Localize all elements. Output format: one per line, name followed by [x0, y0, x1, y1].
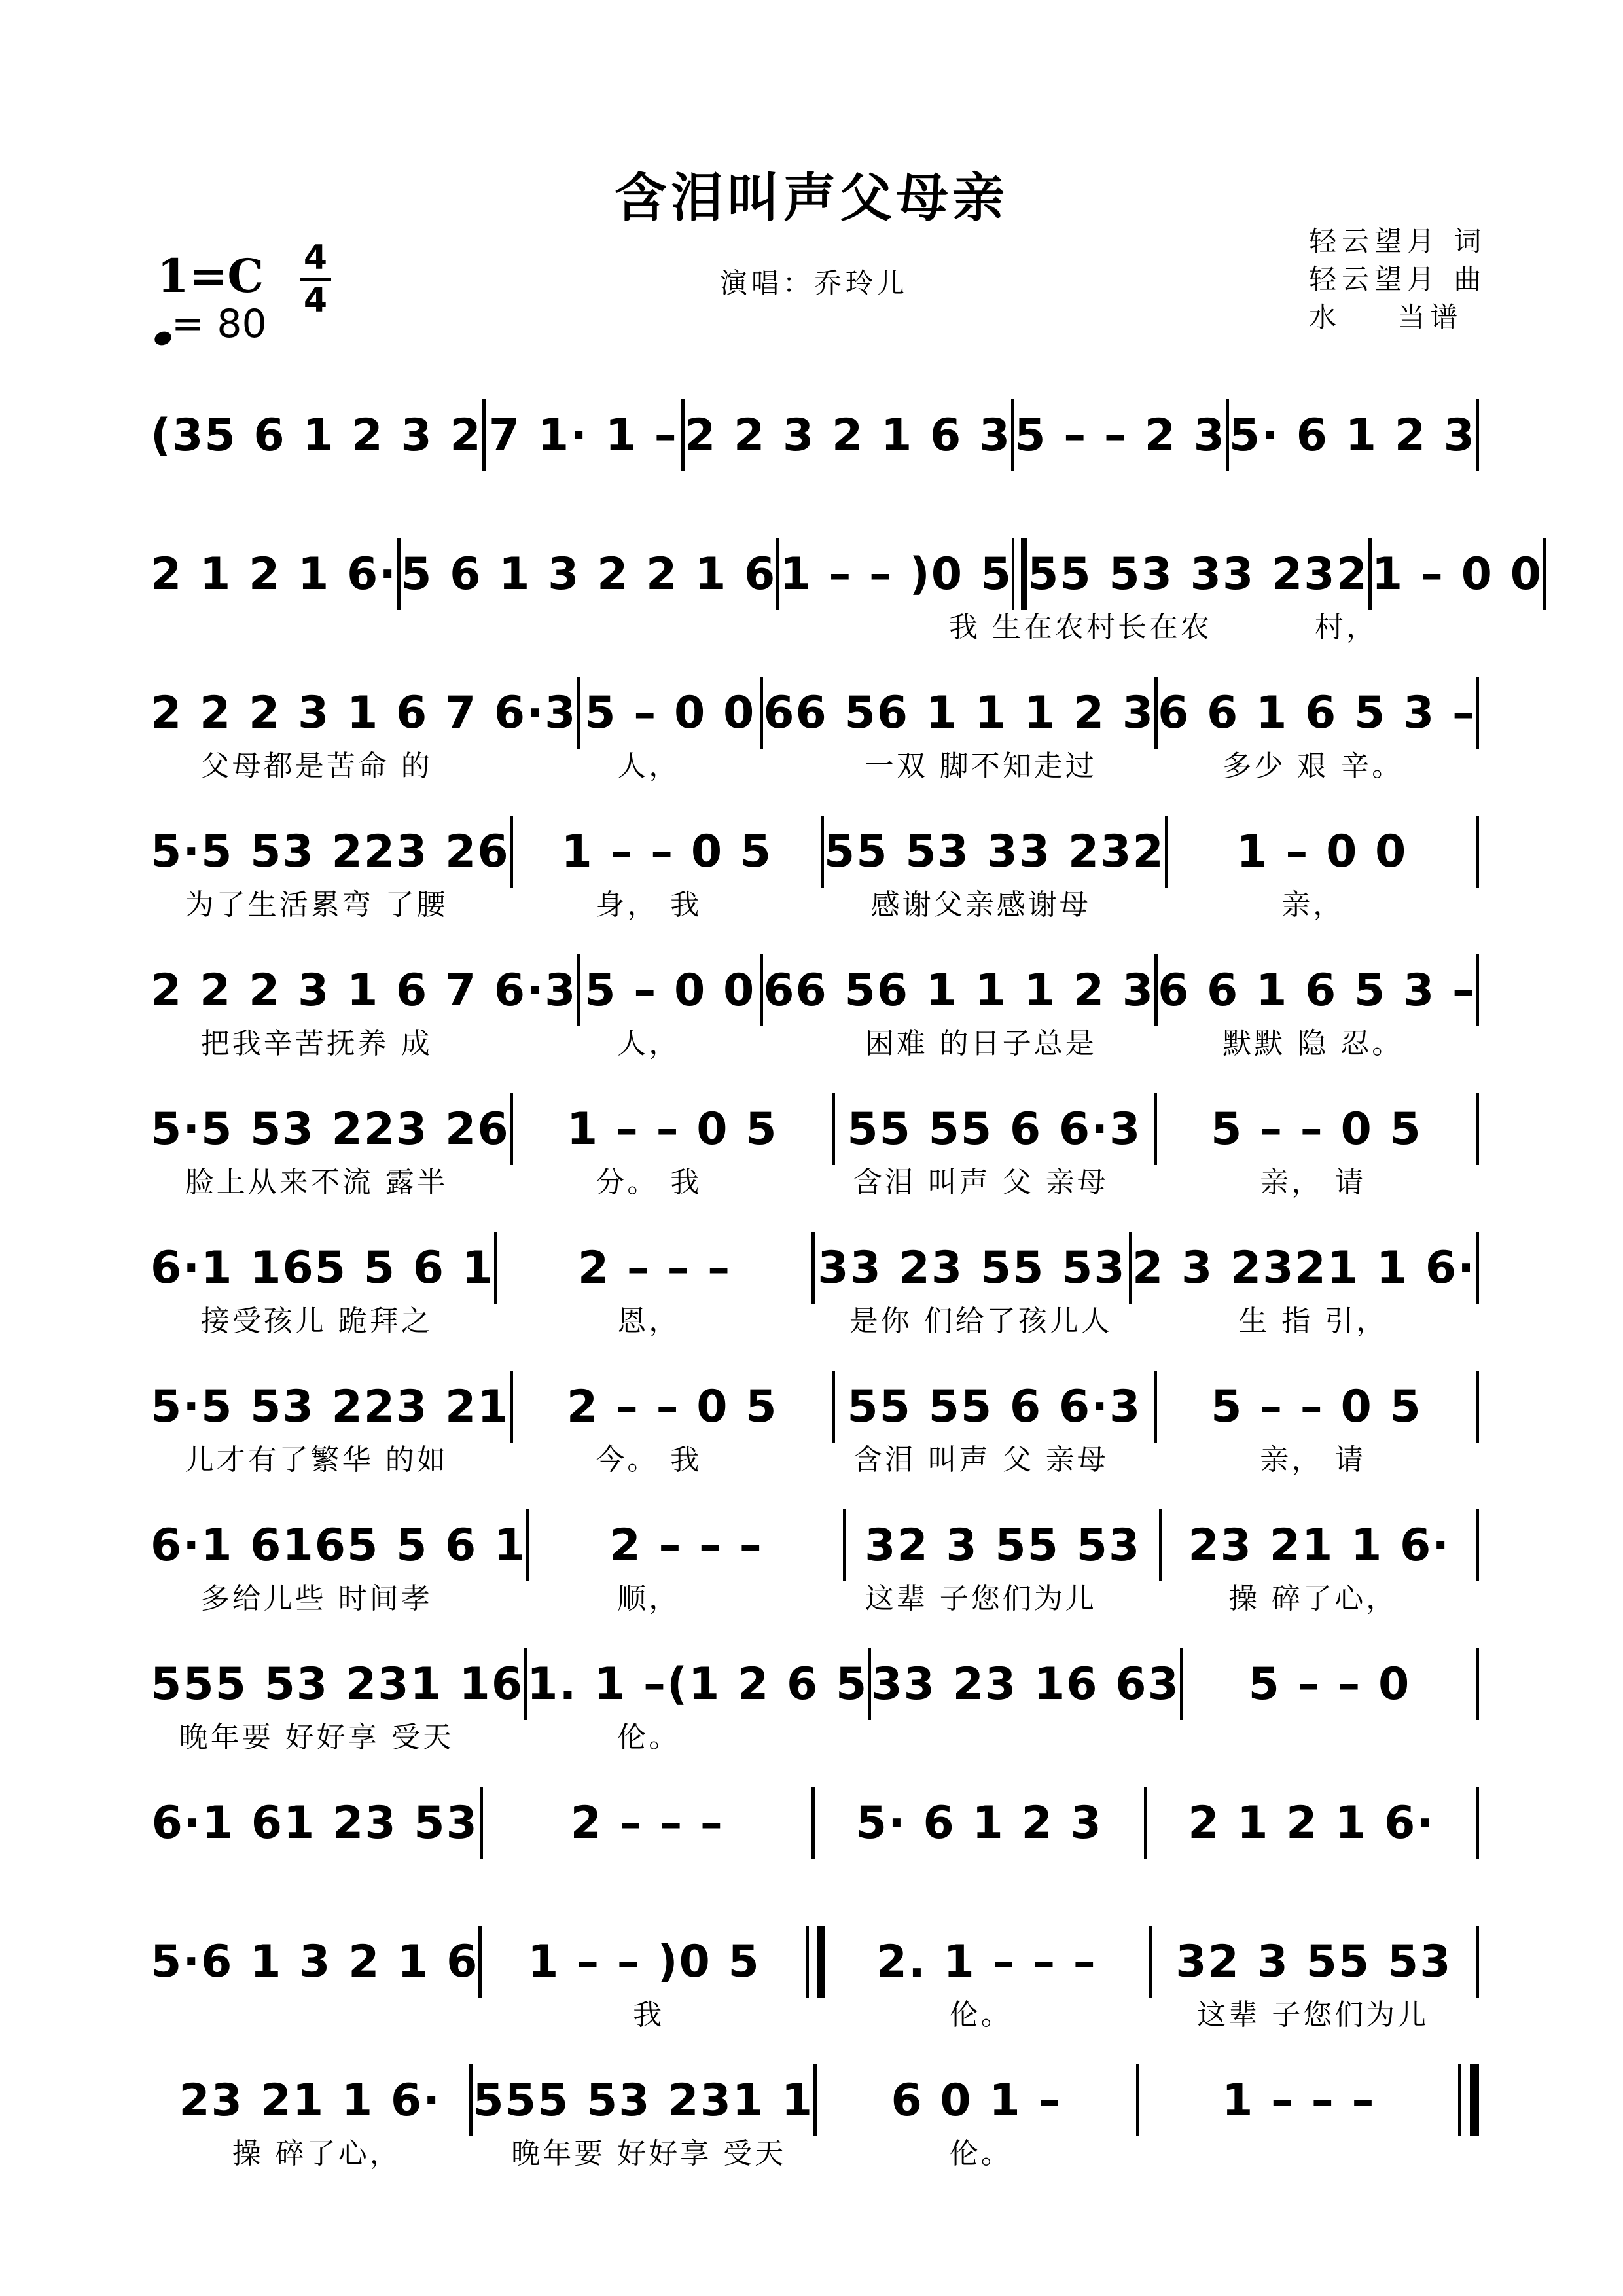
lyric-text: 人，	[617, 749, 681, 783]
lyrics-line	[151, 1436, 1479, 1477]
measure: 555 53 231 16	[151, 1658, 524, 1710]
measure: 5· 6 1 2 3	[1228, 409, 1476, 461]
lyric-text	[151, 465, 416, 501]
measure: 1. 1 –(1 2 6 5	[527, 1658, 868, 1710]
lyric-text: 这辈 子您们为儿	[1197, 1998, 1429, 2032]
staff-row	[151, 1060, 1479, 1199]
lyric-text	[151, 1991, 483, 2028]
measure: 6·1 165 5 6 1	[151, 1242, 495, 1294]
measure: 6 0 1 –	[891, 2074, 1062, 2126]
song-title: 含泪叫声父母亲	[615, 168, 1008, 228]
measure: 55 53 33 232	[1027, 548, 1368, 600]
measure: 1 – – –	[1222, 2074, 1376, 2126]
notation-line	[151, 961, 1479, 1020]
lyric-text: 父母都是苦命 的	[200, 749, 433, 783]
notation-line	[151, 1100, 1479, 1158]
notation-line	[151, 2071, 1479, 2130]
staff-row	[151, 2032, 1479, 2170]
lyric-text: 身， 我	[596, 888, 702, 922]
measure: 66 56 1 1 1 2 3	[763, 687, 1155, 739]
lyric-text: 多少 艰 辛。	[1222, 749, 1404, 783]
barline	[1012, 538, 1027, 610]
measure: 33 23 55 53	[817, 1242, 1126, 1294]
staff-row	[151, 1338, 1479, 1477]
measure: 55 55 6 6·3	[847, 1380, 1142, 1433]
lyric-text: 恩，	[617, 1304, 681, 1338]
time-signature-top: 4	[303, 238, 328, 278]
lyric-text: 晚年要 好好享 受天	[179, 1721, 454, 1754]
lyric-text: 伦。	[617, 1721, 681, 1754]
quarter-note-icon	[152, 329, 173, 348]
notation-line	[151, 1932, 1479, 1991]
notation-line	[151, 822, 1479, 881]
lyric-text: 生 指 引，	[1238, 1304, 1388, 1338]
barline	[1476, 677, 1479, 749]
lyric-text: 脸上从来不流 露半	[185, 1166, 448, 1199]
lyric-text	[151, 603, 416, 640]
lyric-text: 含泪 叫声 父 亲母	[853, 1166, 1109, 1199]
lyrics-line	[151, 2130, 1479, 2170]
barline	[1476, 816, 1479, 888]
barline	[1476, 1093, 1479, 1165]
measure: 2 – – 0 5	[566, 1380, 778, 1433]
measure: 32 3 55 53	[1175, 1935, 1452, 1988]
final-barline	[1458, 2064, 1479, 2136]
lyric-text	[483, 1852, 815, 1889]
measure: 5 6 1 3 2 2 1 6	[401, 548, 777, 600]
lyric-text: 感谢父亲感谢母	[870, 888, 1091, 922]
notation-line	[151, 545, 1543, 603]
lyric-text: 含泪 叫声 父 亲母	[853, 1443, 1109, 1477]
measure: 5·5 53 223 26	[151, 825, 510, 878]
lyric-text: 今。 我	[596, 1443, 702, 1477]
lyric-text: 这辈 子您们为儿	[865, 1582, 1097, 1615]
staff-row	[151, 644, 1479, 783]
lyric-text: 晚年要 好好享 受天	[511, 2137, 787, 2170]
notation-line	[151, 1516, 1479, 1575]
lyric-text: 为了生活累弯 了腰	[185, 888, 448, 922]
measure: 2 2 3 2 1 6 3	[685, 409, 1012, 461]
notation-line	[151, 1377, 1479, 1436]
lyric-text: 多给儿些 时间孝	[200, 1582, 433, 1615]
measure: 5·6 1 3 2 1 6	[151, 1935, 479, 1988]
lyrics-line	[151, 1297, 1479, 1338]
measure: 23 21 1 6·	[179, 2074, 442, 2126]
credits	[1309, 223, 1486, 336]
notation-line	[151, 406, 1479, 465]
lyric-text: 操 碎了心，	[1228, 1582, 1398, 1615]
lyrics-line	[151, 1158, 1479, 1199]
time-signature	[296, 238, 335, 320]
measure: 55 53 33 232	[823, 825, 1165, 878]
lyric-text	[151, 1852, 483, 1889]
measure: 32 3 55 53	[865, 1519, 1141, 1571]
measure: 5· 6 1 2 3	[855, 1797, 1103, 1849]
lyric-text: 顺，	[617, 1582, 681, 1615]
lyric-text	[416, 603, 682, 640]
lyrics-line	[151, 742, 1479, 783]
measure: 2 1 2 1 6·	[1188, 1797, 1435, 1849]
barline	[806, 1926, 825, 1998]
staff-row	[151, 1477, 1479, 1615]
staff-row	[151, 505, 1543, 644]
tempo-marking	[154, 301, 267, 347]
measure: 6·1 6165 5 6 1	[151, 1519, 527, 1571]
lyric-text	[1147, 1713, 1480, 1750]
barline	[1476, 399, 1479, 471]
measure: 1 – – )0 5	[779, 548, 1013, 600]
measure: 33 23 16 63	[871, 1658, 1180, 1710]
lyric-text: 亲，	[1281, 888, 1345, 922]
measure: 5 – – 0	[1248, 1658, 1411, 1710]
lyric-text: 分。 我	[596, 1166, 702, 1199]
lyric-text: 村，	[1315, 611, 1378, 644]
lyrics-line	[151, 1991, 1479, 2032]
barline	[1476, 954, 1479, 1026]
lyric-text	[815, 1852, 1147, 1889]
measure: 2 1 2 1 6·	[151, 548, 398, 600]
lyric-text: 亲， 请	[1260, 1443, 1366, 1477]
measure: 5 – 0 0	[584, 964, 756, 1016]
lyric-text: 我 生在农村长在农	[949, 611, 1212, 644]
lyrics-line	[151, 1852, 1479, 1889]
measure: 1 – 0 0	[1371, 548, 1543, 600]
measure: 6 6 1 6 5 3 –	[1158, 687, 1476, 739]
measure: 1 – 0 0	[1236, 825, 1408, 878]
lyric-text: 是你 们给了孩儿人	[849, 1304, 1113, 1338]
measure: 5·5 53 223 21	[151, 1380, 510, 1433]
staff-row	[151, 1754, 1479, 1893]
notation-line	[151, 683, 1479, 742]
lyric-text	[1213, 465, 1479, 501]
measure: 23 21 1 6·	[1188, 1519, 1451, 1571]
lyric-text	[416, 465, 682, 501]
barline	[1476, 1926, 1479, 1998]
measure: 5 – – 0 5	[1211, 1103, 1422, 1155]
lyrics-line	[151, 1575, 1479, 1615]
measure: 5 – – 2 3	[1014, 409, 1226, 461]
measure: 2 – – –	[570, 1797, 724, 1849]
lyrics-line	[151, 465, 1479, 501]
measure: 2 2 2 3 1 6 7 6·3	[151, 687, 577, 739]
lyric-text: 伦。	[949, 2137, 1012, 2170]
measure: 2 – – –	[577, 1242, 732, 1294]
lyrics-line	[151, 1713, 1479, 1754]
lyric-text: 我	[633, 1998, 665, 2032]
lyric-text: 人，	[617, 1027, 681, 1060]
time-signature-bottom: 4	[303, 281, 328, 320]
measure: 55 55 6 6·3	[847, 1103, 1142, 1155]
score-body	[151, 367, 1543, 2170]
measure: 2. 1 – – –	[876, 1935, 1097, 1988]
measure: 1 – – 0 5	[561, 825, 773, 878]
composer-credit: 轻云望月 曲	[1309, 263, 1487, 295]
staff-row	[151, 1199, 1479, 1338]
lyric-text	[1147, 2130, 1480, 2166]
tempo-value: = 80	[171, 301, 267, 347]
measure: 5·5 53 223 26	[151, 1103, 510, 1155]
lyrics-line	[151, 603, 1479, 644]
measure: 1 – – )0 5	[527, 1935, 760, 1988]
lyric-text	[682, 603, 948, 640]
measure: 7 1· 1 –	[488, 409, 678, 461]
lyric-text: 操 碎了心，	[232, 2137, 401, 2170]
lyricist-credit: 轻云望月 词	[1309, 225, 1487, 257]
lyric-text	[1147, 1852, 1480, 1889]
measure: 2 – – –	[609, 1519, 763, 1571]
lyrics-line	[151, 881, 1479, 922]
lyric-text: 接受孩儿 跪拜之	[200, 1304, 433, 1338]
lyric-text: 困难 的日子总是	[865, 1027, 1097, 1060]
staff-row	[151, 783, 1479, 922]
measure: 555 53 231 1	[473, 2074, 814, 2126]
lyric-text	[682, 465, 948, 501]
measure: 5 – – 0 5	[1211, 1380, 1422, 1433]
lyric-text: 把我辛苦抚养 成	[200, 1027, 433, 1060]
lyric-text	[815, 1713, 1147, 1750]
staff-row	[151, 1893, 1479, 2032]
staff-row	[151, 1615, 1479, 1754]
barline	[1476, 1371, 1479, 1443]
measure: 2 2 2 3 1 6 7 6·3	[151, 964, 577, 1016]
measure: 5 – 0 0	[584, 687, 756, 739]
lyric-text: 伦。	[949, 1998, 1012, 2032]
notation-line	[151, 1238, 1479, 1297]
measure: 1 – – 0 5	[566, 1103, 778, 1155]
barline	[1476, 1648, 1479, 1720]
lyric-text: 儿才有了繁华 的如	[185, 1443, 448, 1477]
lyric-text: 一双 脚不知走过	[865, 749, 1097, 783]
barline	[1476, 1509, 1479, 1581]
barline	[1543, 538, 1546, 610]
notation-line	[151, 1655, 1479, 1713]
key-signature: 1=C	[157, 249, 264, 303]
measure: (35 6 1 2 3 2	[151, 409, 482, 461]
measure: 66 56 1 1 1 2 3	[763, 964, 1155, 1016]
lyric-text: 亲， 请	[1260, 1166, 1366, 1199]
transcriber-credit: 水 当谱	[1309, 301, 1463, 333]
staff-row	[151, 922, 1479, 1060]
measure: 2 3 2321 1 6·	[1132, 1242, 1476, 1294]
measure: 6 6 1 6 5 3 –	[1158, 964, 1476, 1016]
barline	[1476, 1787, 1479, 1859]
staff-row	[151, 367, 1479, 505]
lyric-text	[948, 465, 1213, 501]
barline	[1476, 1232, 1479, 1304]
measure: 6·1 61 23 53	[151, 1797, 478, 1849]
notation-line	[151, 1793, 1479, 1852]
lyrics-line	[151, 1020, 1479, 1060]
lyric-text: 默默 隐 忍。	[1222, 1027, 1404, 1060]
performer-credit: 演唱：乔玲儿	[720, 267, 909, 299]
